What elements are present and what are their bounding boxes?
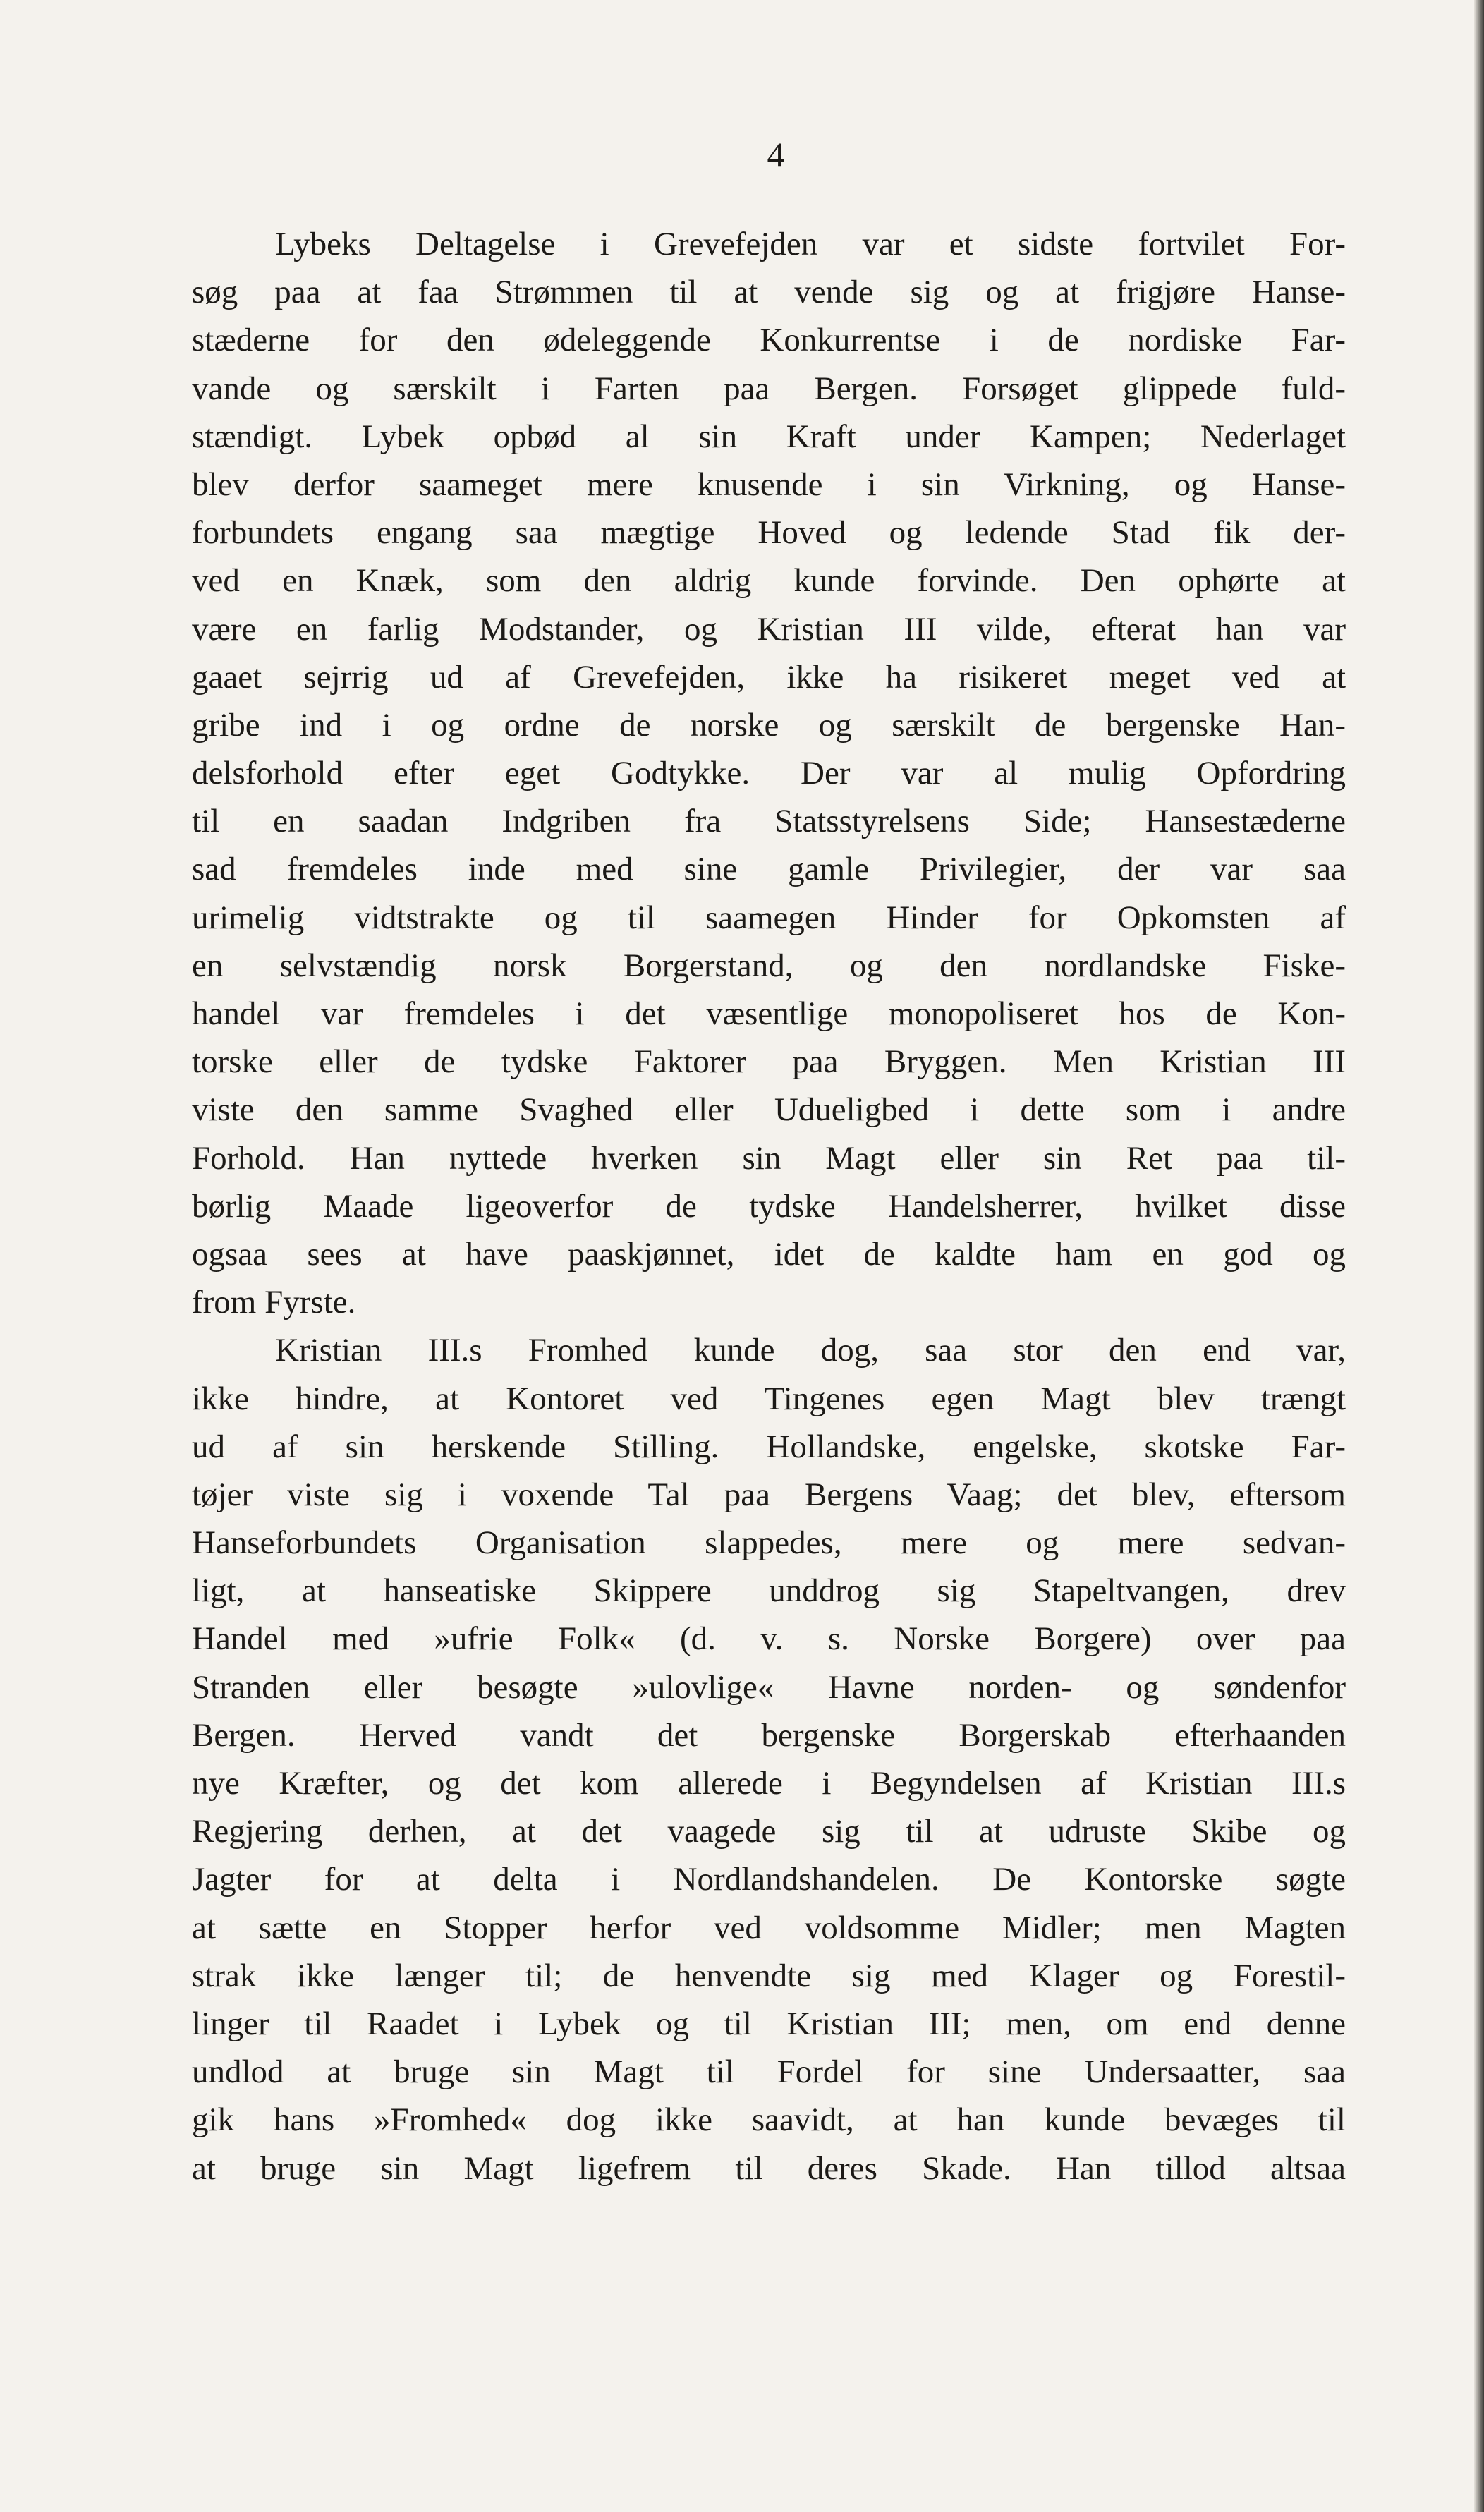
text-line: være en farlig Modstander, og Kristian III vilde, efterat han var [192,610,1346,648]
text-line: Kristian III.s Fromhed kunde dog, saa stor den end var, [275,1332,1346,1369]
paragraph [192,220,1346,1326]
text-line: undlod at bruge sin Magt til Fordel for sine Undersaatter, saa [192,2053,1346,2091]
text-line: Hanseforbundets Organisation slappedes, mere og mere sedvan- [192,1524,1346,1562]
text-line: gik hans »Fromhed« dog ikke saavidt, at han kunde bevæges til [192,2101,1346,2139]
text-line: at bruge sin Magt ligefrem til deres Skade. Han tillod altsaa [192,2149,1346,2187]
text-line: strak ikke længer til; de henvendte sig med Klager og Forestil- [192,1957,1346,1994]
text-line: viste den samme Svaghed eller Udueligbed i dette som i andre [192,1091,1346,1129]
text-line: forbundets engang saa mægtige Hoved og ledende Stad fik der- [192,514,1346,552]
text-line: gribe ind i og ordne de norske og særskilt de bergenske Han- [192,706,1346,744]
text-line: ikke hindre, at Kontoret ved Tingenes egen Magt blev trængt [192,1380,1346,1417]
text-line: sad fremdeles inde med sine gamle Privilegier, der var saa [192,851,1346,888]
text-line: til en saadan Indgriben fra Statsstyrelsens Side; Hansestæderne [192,803,1346,840]
paragraph [192,1326,1346,2192]
page-edge-shadow [1474,0,1484,2512]
text-line: torske eller de tydske Faktorer paa Bryggen. Men Kristian III [192,1043,1346,1081]
text-line: børlig Maade ligeoverfor de tydske Handelsherrer, hvilket disse [192,1187,1346,1225]
text-line: Bergen. Herved vandt det bergenske Borgerskab efterhaanden [192,1716,1346,1754]
text-line: Lybeks Deltagelse i Grevefejden var et sidste fortvilet For- [275,226,1346,262]
text-line: Jagter for at delta i Nordlandshandelen. De Kontorske søgte [192,1861,1346,1898]
text-line: urimelig vidtstrakte og til saamegen Hinder for Opkomsten af [192,899,1346,936]
page-number: 4 [767,135,785,174]
text-line: at sætte en Stopper herfor ved voldsomme Midler; men Magten [192,1909,1346,1946]
text-line: from Fyrste. [192,1284,356,1321]
text-line: Forhold. Han nyttede hverken sin Magt eller sin Ret paa til- [192,1139,1346,1177]
text-line: ud af sin herskende Stilling. Hollandske, engelske, skotske Far- [192,1428,1346,1465]
text-line: nye Kræfter, og det kom allerede i Begyndelsen af Kristian III.s [192,1765,1346,1802]
text-line: en selvstændig norsk Borgerstand, og den nordlandske Fiske- [192,947,1346,984]
text-line: stæderne for den ødeleggende Konkurrentse i de nordiske Far- [192,322,1346,359]
text-line: ved en Knæk, som den aldrig kunde forvinde. Den ophørte at [192,562,1346,600]
text-line: handel var fremdeles i det væsentlige monopoliseret hos de Kon- [192,995,1346,1032]
text-line: Regjering derhen, at det vaagede sig til at udruste Skibe og [192,1813,1346,1850]
text-line: blev derfor saameget mere knusende i sin Virkning, og Hanse- [192,466,1346,503]
text-line: gaaet sejrrig ud af Grevefejden, ikke ha risikeret meget ved at [192,658,1346,696]
text-line: tøjer viste sig i voxende Tal paa Bergens Vaag; det blev, eftersom [192,1476,1346,1513]
text-line: søg paa at faa Strømmen til at vende sig og at frigjøre Hanse- [192,274,1346,311]
text-line: linger til Raadet i Lybek og til Kristian III; men, om end denne [192,2005,1346,2042]
text-line: Stranden eller besøgte »ulovlige« Havne norden- og søndenfor [192,1668,1346,1706]
text-line: stændigt. Lybek opbød al sin Kraft under Kampen; Nederlaget [192,418,1346,455]
text-line: vande og særskilt i Farten paa Bergen. Forsøget glippede fuld- [192,370,1346,407]
text-line: ligt, at hanseatiske Skippere unddrog sig Stapeltvangen, drev [192,1572,1346,1610]
text-line: ogsaa sees at have paaskjønnet, idet de kaldte ham en god og [192,1235,1346,1273]
text-line: delsforhold efter eget Godtykke. Der var al mulig Opfordring [192,755,1346,792]
text-line: Handel med »ufrie Folk« (d. v. s. Norske Borgere) over paa [192,1620,1346,1658]
body-text [192,220,1346,2192]
